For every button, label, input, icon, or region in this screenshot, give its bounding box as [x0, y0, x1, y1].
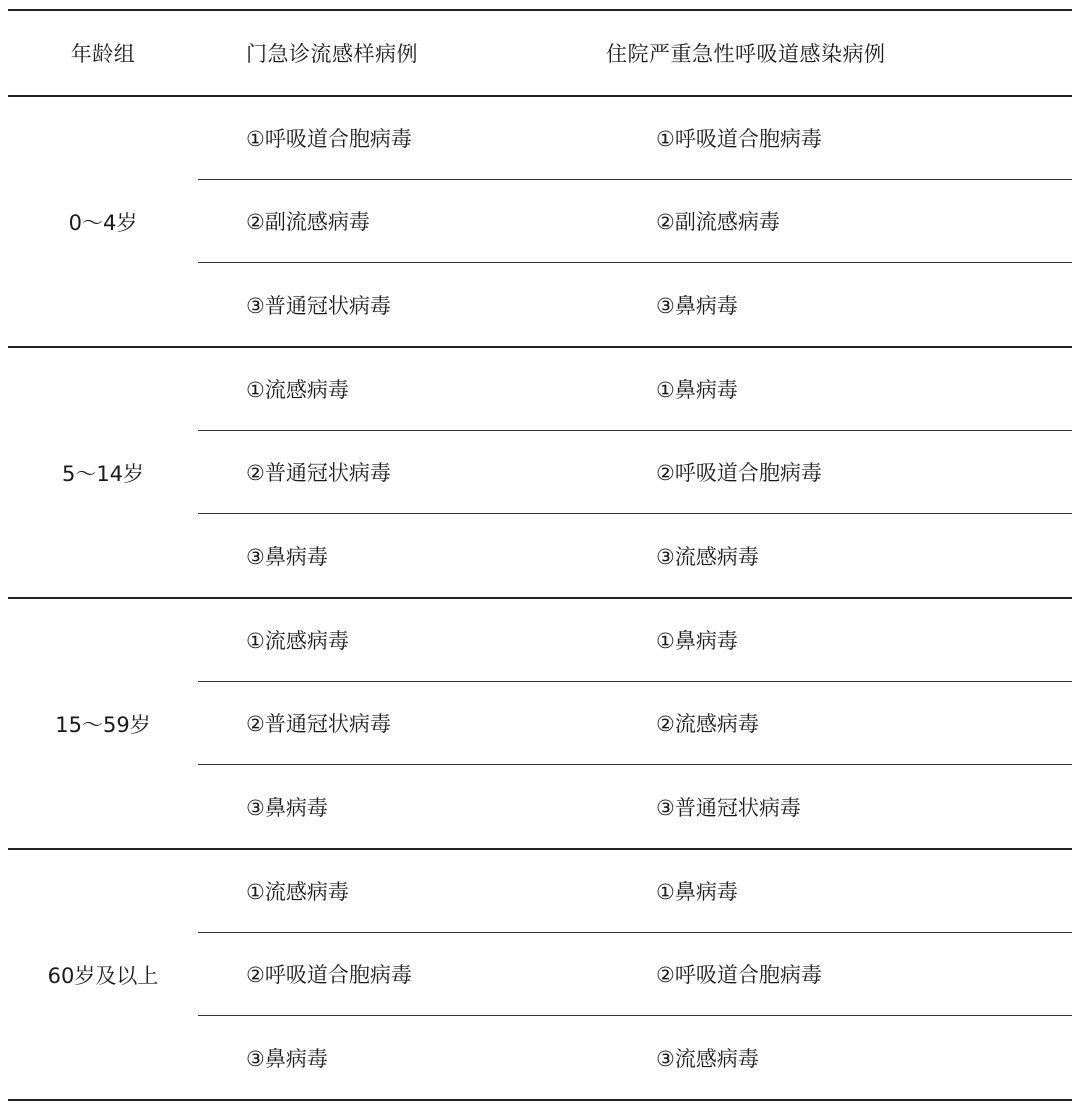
outpatient-cell: ①呼吸道合胞病毒	[246, 127, 412, 151]
outpatient-cell: ②呼吸道合胞病毒	[246, 963, 412, 987]
table-row	[198, 348, 1072, 431]
group-rows	[198, 348, 1072, 597]
age-group-label: 60岁及以上	[47, 963, 159, 988]
age-group-label: 15～59岁	[55, 712, 151, 737]
inpatient-cell: ③普通冠状病毒	[656, 795, 801, 820]
header-outpatient: 门急诊流感样病例	[246, 42, 418, 66]
group-rows	[198, 850, 1072, 1099]
table-header	[8, 11, 1072, 97]
age-group	[8, 97, 1072, 348]
inpatient-cell: ③鼻病毒	[656, 293, 738, 318]
group-rows	[198, 599, 1072, 848]
table-row	[198, 514, 1072, 597]
table-row	[198, 765, 1072, 848]
inpatient-cell: ①鼻病毒	[656, 629, 738, 653]
group-rows	[198, 97, 1072, 346]
table-row	[198, 933, 1072, 1016]
inpatient-cell: ②呼吸道合胞病毒	[656, 461, 822, 485]
inpatient-cell: ①呼吸道合胞病毒	[656, 127, 822, 151]
table-row	[198, 431, 1072, 514]
outpatient-cell: ③鼻病毒	[246, 795, 328, 820]
outpatient-cell: ②副流感病毒	[246, 210, 370, 234]
outpatient-cell: ①流感病毒	[246, 629, 349, 653]
outpatient-cell: ③鼻病毒	[246, 544, 328, 569]
age-group	[8, 599, 1072, 850]
outpatient-cell: ②普通冠状病毒	[246, 712, 391, 736]
inpatient-cell: ①鼻病毒	[656, 880, 738, 904]
outpatient-cell: ③普通冠状病毒	[246, 293, 391, 318]
outpatient-cell: ③鼻病毒	[246, 1046, 328, 1071]
inpatient-cell: ②副流感病毒	[656, 210, 780, 234]
table-row	[198, 1016, 1072, 1099]
table-row	[198, 263, 1072, 346]
table-row	[198, 599, 1072, 682]
age-group	[8, 850, 1072, 1101]
inpatient-cell: ③流感病毒	[656, 1046, 759, 1071]
outpatient-cell: ①流感病毒	[246, 880, 349, 904]
table-row	[198, 180, 1072, 263]
inpatient-cell: ②呼吸道合胞病毒	[656, 963, 822, 987]
table-row	[198, 850, 1072, 933]
header-inpatient: 住院严重急性呼吸道感染病例	[606, 42, 886, 66]
header-age-group: 年龄组	[70, 42, 136, 66]
inpatient-cell: ①鼻病毒	[656, 378, 738, 402]
age-group	[8, 348, 1072, 599]
outpatient-cell: ①流感病毒	[246, 378, 349, 402]
age-group-label: 5～14岁	[61, 461, 145, 486]
age-group-label: 0～4岁	[68, 210, 138, 235]
inpatient-cell: ②流感病毒	[656, 712, 759, 736]
table-row	[198, 97, 1072, 180]
outpatient-cell: ②普通冠状病毒	[246, 461, 391, 485]
pathogen-table	[8, 9, 1072, 1101]
table-row	[198, 682, 1072, 765]
inpatient-cell: ③流感病毒	[656, 544, 759, 569]
